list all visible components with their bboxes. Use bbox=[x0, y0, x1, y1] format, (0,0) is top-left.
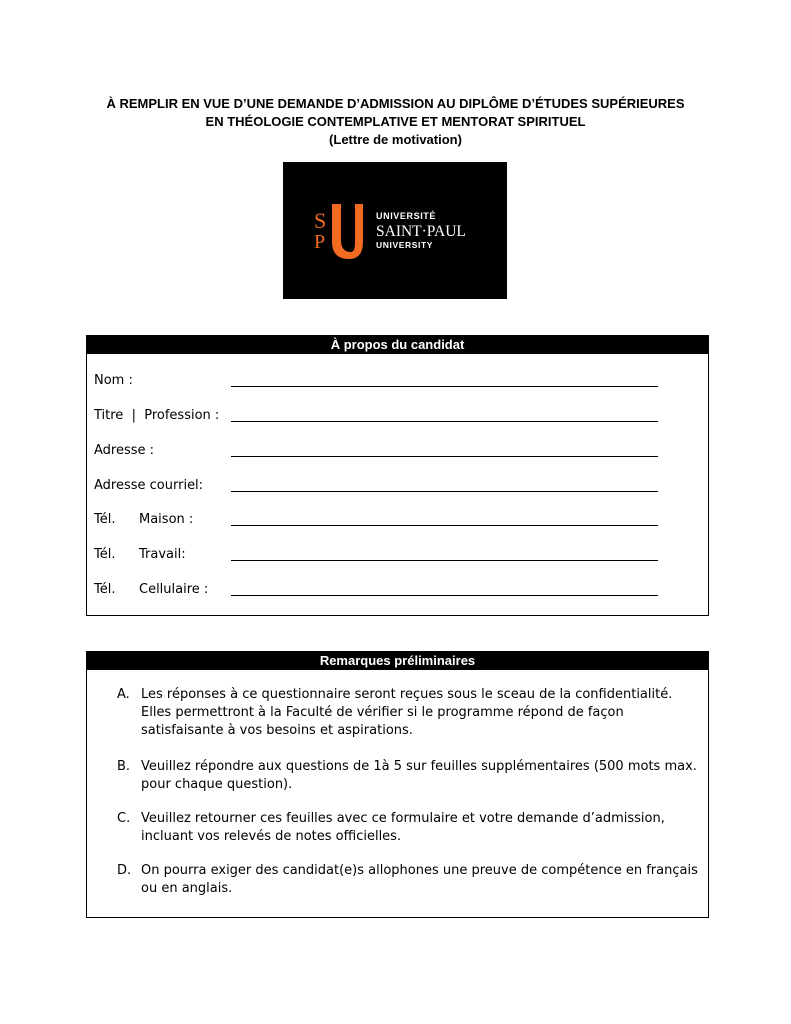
logo-text-saint-paul: SAINT·PAUL bbox=[376, 223, 466, 240]
field-tel-maison bbox=[94, 510, 694, 530]
field-sublabel: Maison : bbox=[139, 512, 194, 527]
remark-letter: C. bbox=[117, 811, 131, 826]
field-sublabel: Cellulaire : bbox=[139, 582, 209, 597]
field-label: Tél. bbox=[94, 512, 116, 527]
header-line-1: À REMPLIR EN VUE D’UNE DEMANDE D’ADMISSION AU DIPLÔME D’ÉTUDES SUPÉRIEURES bbox=[106, 96, 685, 111]
header-line-3: (Lettre de motivation) bbox=[329, 132, 462, 147]
field-tel-cellulaire bbox=[94, 580, 694, 600]
field-tel-travail bbox=[94, 545, 694, 565]
remark-text: On pourra exiger des candidat(e)s allophones une preuve de compétence en français ou en anglais. bbox=[141, 863, 698, 896]
remarks-section-title: Remarques préliminaires bbox=[87, 652, 708, 670]
saint-paul-logo-graphic bbox=[283, 162, 507, 299]
field-label: Adresse courriel: bbox=[94, 478, 204, 493]
field-label: Titre | Profession : bbox=[94, 408, 220, 423]
adresse-input-line[interactable] bbox=[231, 456, 658, 457]
remark-text: Les réponses à ce questionnaire seront reçues sous le sceau de la confidentialité. Elles permettront à la Faculté de vérifier si le programme répond de façon satisfaisante à vos besoins et aspirations. bbox=[141, 687, 673, 738]
remark-text: Veuillez retourner ces feuilles avec ce formulaire et votre demande d’admission, incluant vos relevés de notes officielles. bbox=[141, 811, 665, 844]
logo-letter-s: S bbox=[314, 208, 327, 233]
field-adresse-courriel bbox=[94, 476, 694, 496]
field-label: Nom : bbox=[94, 373, 133, 388]
field-sublabel: Travail: bbox=[139, 547, 186, 562]
logo-u-shape bbox=[332, 204, 363, 259]
field-label: Tél. bbox=[94, 547, 116, 562]
remarks-section bbox=[86, 651, 709, 918]
candidate-section-title: À propos du candidat bbox=[87, 336, 708, 354]
courriel-input-line[interactable] bbox=[231, 491, 658, 492]
form-header bbox=[0, 95, 791, 149]
field-label: Adresse : bbox=[94, 443, 155, 458]
field-label: Tél. bbox=[94, 582, 116, 597]
remark-letter: B. bbox=[117, 759, 131, 774]
field-titre-profession bbox=[94, 406, 694, 426]
remark-text: Veuillez répondre aux questions de 1à 5 sur feuilles supplémentaires (500 mots max. pour chaque question). bbox=[141, 759, 697, 792]
logo-text-universite: UNIVERSITÉ bbox=[376, 211, 437, 221]
remark-letter: A. bbox=[117, 687, 130, 702]
university-logo bbox=[283, 162, 507, 299]
nom-input-line[interactable] bbox=[231, 386, 658, 387]
tel-cellulaire-input-line[interactable] bbox=[231, 595, 658, 596]
tel-maison-input-line[interactable] bbox=[231, 525, 658, 526]
field-adresse bbox=[94, 441, 694, 461]
field-nom bbox=[94, 371, 694, 391]
titre-profession-input-line[interactable] bbox=[231, 421, 658, 422]
remark-letter: D. bbox=[117, 863, 132, 878]
logo-text-university: UNIVERSITY bbox=[376, 240, 434, 250]
header-line-2: EN THÉOLOGIE CONTEMPLATIVE ET MENTORAT SPIRITUEL bbox=[205, 114, 586, 129]
tel-travail-input-line[interactable] bbox=[231, 560, 658, 561]
logo-letter-p: P bbox=[314, 231, 326, 253]
candidate-section bbox=[86, 335, 709, 616]
